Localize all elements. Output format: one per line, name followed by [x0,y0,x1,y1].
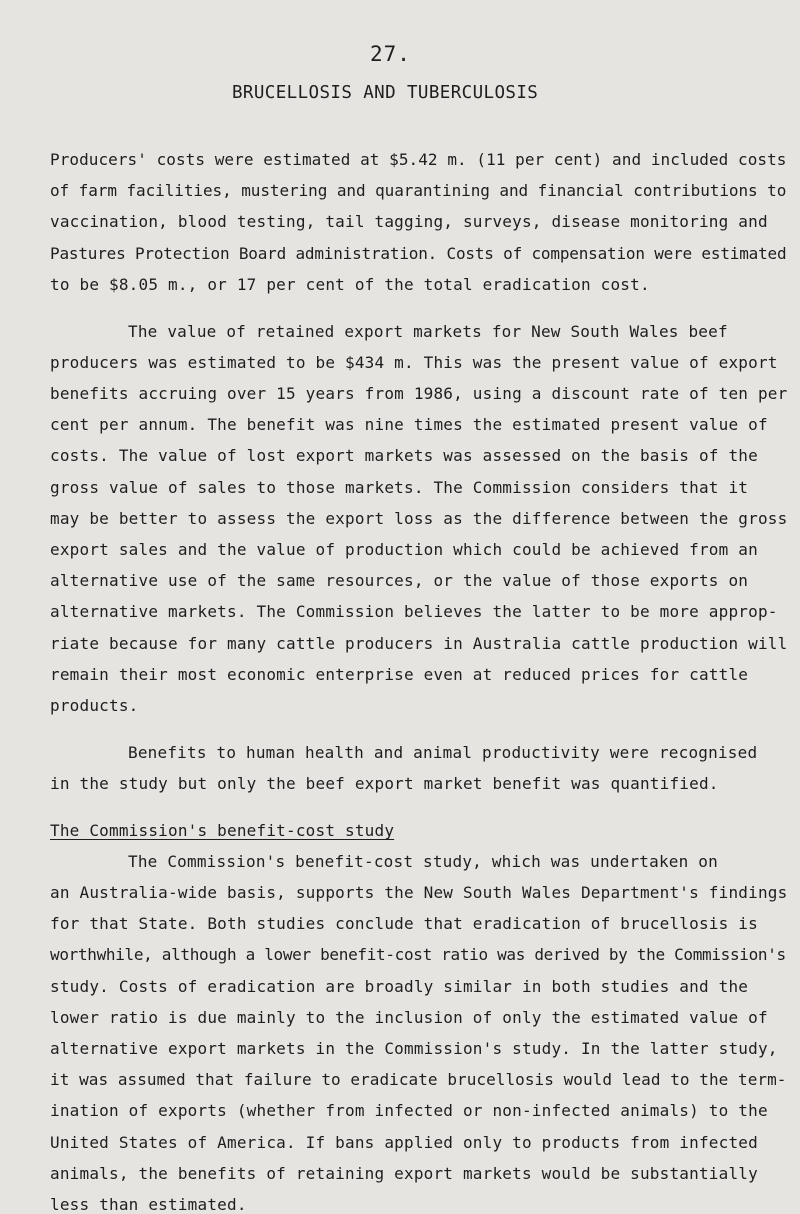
paragraph-2-line: export sales and the value of production which could be achieved from an [50,540,758,559]
paragraph-1-line: to be $8.05 m., or 17 per cent of the total eradication cost. [50,275,650,294]
section-paragraph-line: study. Costs of eradication are broadly similar in both studies and the [50,977,749,996]
paragraph-2-line: riate because for many cattle producers in Australia cattle production will [50,634,788,653]
running-head: BRUCELLOSIS AND TUBERCULOSIS [232,83,539,103]
paragraph-2-line: remain their most economic enterprise even at reduced prices for cattle [50,665,749,684]
paragraph-1-line: Pastures Protection Board administration. Costs of compensation were estimated [50,244,787,263]
paragraph-2-line: may be better to assess the export loss as the difference between the gross [50,509,788,528]
paragraph-2-line: products. [50,696,139,715]
paragraph-2-line: producers was estimated to be $434 m. This was the present value of export [50,353,778,372]
paragraph-1-line: Producers' costs were estimated at $5.42 m. (11 per cent) and included costs [50,150,787,169]
paragraph-1-line: of farm facilities, mustering and quarantining and financial contributions to [50,181,787,200]
section-heading: The Commission's benefit-cost study [50,821,395,840]
section-paragraph-line: animals, the benefits of retaining export markets would be substantially [50,1164,758,1183]
section-paragraph-line: United States of America. If bans applied only to products from infected [50,1133,758,1152]
section-paragraph-line: The Commission's benefit-cost study, which was undertaken on [128,852,718,871]
paragraph-2-line: cent per annum. The benefit was nine times the estimated present value of [50,415,768,434]
paragraph-3-line: Benefits to human health and animal productivity were recognised [128,743,758,762]
section-paragraph-line: alternative export markets in the Commission's study. In the latter study, [50,1039,778,1058]
paragraph-3-line: in the study but only the beef export market benefit was quantified. [50,774,719,793]
paragraph-2-line: gross value of sales to those markets. The Commission considers that it [50,478,749,497]
paragraph-2-line: alternative markets. The Commission believes the latter to be more approp- [50,602,778,621]
paragraph-2-line: costs. The value of lost export markets was assessed on the basis of the [50,446,758,465]
section-paragraph-line: it was assumed that failure to eradicate brucellosis would lead to the term- [50,1070,787,1089]
section-paragraph-line: an Australia-wide basis, supports the New South Wales Department's findings [50,883,788,902]
section-paragraph-line: worthwhile, although a lower benefit-cost ratio was derived by the Commission's [50,945,786,964]
section-paragraph-line: ination of exports (whether from infected or non-infected animals) to the [50,1101,768,1120]
section-paragraph-line: less than estimated. [50,1195,247,1214]
paragraph-2-line: benefits accruing over 15 years from 1986, using a discount rate of ten per [50,384,788,403]
paragraph-1-line: vaccination, blood testing, tail tagging, surveys, disease monitoring and [50,212,768,231]
section-paragraph-line: lower ratio is due mainly to the inclusion of only the estimated value of [50,1008,768,1027]
paragraph-2-line: The value of retained export markets for New South Wales beef [128,322,728,341]
page-number: 27. [370,42,411,66]
paragraph-2-line: alternative use of the same resources, or the value of those exports on [50,571,749,590]
section-paragraph-line: for that State. Both studies conclude that eradication of brucellosis is [50,914,758,933]
